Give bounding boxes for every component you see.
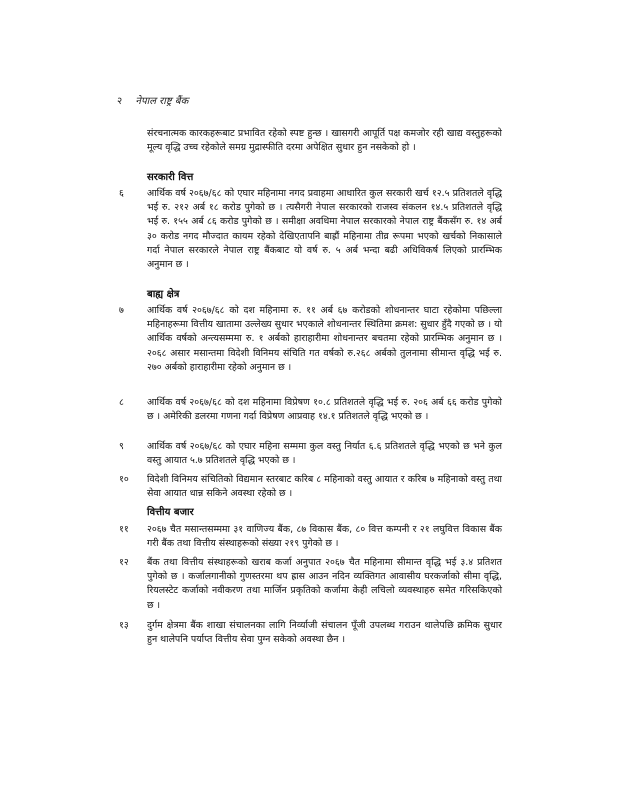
- paragraph-text: बैंक तथा वित्तीय संस्थाहरूको खराब कर्जा अनुपात २०६७ चैत महिनामा सीमान्त वृद्धि भई ३.४ प्रतिशत पुगेको छ । कर्जालगानीको गुणस्तरमा थप ह्रास आउन नदिन व्यक्तिगत आवासीय घरकर्जाको सीमा वृद्धि, रियलस्टेट कर्जाको नवीकरण तथा मार्जिन प्रकृतिको कर्जामा केही लचिलो व्यवस्थाहरु समेत गरिसकिएको छ ।: [147, 557, 502, 611]
- paragraph-13: [147, 619, 502, 647]
- paragraph-text: आर्थिक वर्ष २०६७/६८ को दश महिनामा विप्रेषण १०.८ प्रतिशतले वृद्धि भई रु. २०६ अर्ब ६६ करोड पुगेको छ । अमेरिकी डलरमा गणना गर्दा विप्रेषण आप्रवाह १४.१ प्रतिशतले वृद्धि भएको छ ।: [147, 397, 502, 423]
- page-number: २: [117, 96, 123, 107]
- paragraph-number: ११: [119, 524, 129, 535]
- paragraph-number: ७: [119, 305, 124, 316]
- paragraph-number: ६: [119, 188, 124, 199]
- section-heading-external-sector: बाह्य क्षेत्र: [147, 289, 180, 300]
- paragraph-text: आर्थिक वर्ष २०६७/६८ को दश महिनामा रु. ११ अर्ब ६७ करोडको शोधनान्तर घाटा रहेकोमा पछिल्ला महिनाहरूमा वित्तीय खातामा उल्लेख्य सुधार भएकाले शोधनान्तर स्थितिमा क्रमश: सुधार हुँदै गएको छ । यो आर्थिक वर्षको अन्त्यसम्ममा रु. १ अर्बको हाराहारीमा शोधनान्तर बचतमा रहेको प्रारम्भिक अनुमान छ । २०६८ असार मसान्तमा विदेशी विनिमय संचिति गत वर्षको रु.२६८ अर्बको तुलनामा सीमान्त वृद्धि भई रु. २७० अर्बको हाराहारीमा रहेको अनुमान छ ।: [147, 305, 502, 373]
- paragraph-text: २०६७ चैत मसान्तसम्ममा ३१ वाणिज्य बैंक, ८७ विकास बैंक, ८० वित्त कम्पनी र २१ लघुवित्त विकास बैंक गरी बैंक तथा वित्तीय संस्थाहरूको संख्या २१९ पुगेको छ ।: [147, 524, 502, 550]
- header-title: नेपाल राष्ट्र बैंक: [135, 96, 189, 107]
- paragraph-text: संरचनात्मक कारकहरूबाट प्रभावित रहेको स्पष्ट हुन्छ । खासगरी आपूर्ति पक्ष कमजोर रही खाद्य वस्तुहरूको मूल्य वृद्धि उच्च रहेकोले समग्र मुद्रास्फीति दरमा अपेक्षित सुधार हुन नसकेको हो ।: [147, 128, 502, 154]
- paragraph-text: आर्थिक वर्ष २०६७/६८ को एघार महिनामा नगद प्रवाहमा आधारित कुल सरकारी खर्च १२.५ प्रतिशतले वृद्धि भई रु. २१२ अर्ब १८ करोड पुगेको छ । त्यसैगरी नेपाल सरकारको राजस्व संकलन १४.५ प्रतिशतले वृद्धि भई रु. १५५ अर्ब ८६ करोड पुगेको छ । समीक्षा अवधिमा नेपाल सरकारको नेपाल राष्ट्र बैंकसँग रु. १४ अर्ब ३० करोड नगद मौज्दात कायम रहेको देखिएतापनि बाह्रौं महिनामा तीव्र रूपमा भएको खर्चको निकासाले गर्दा नेपाल सरकारले नेपाल राष्ट्र बैंकबाट यो वर्ष रु. ५ अर्ब भन्दा बढी अधिविकर्ष लिएको प्रारम्भिक अनुमान छ ।: [147, 188, 502, 271]
- paragraph-text: दुर्गम क्षेत्रमा बैंक शाखा संचालनका लागि निर्व्याजी संचालन पूँजी उपलब्ध गराउन थालेपछि क्रमिक सुधार हुन थालेपनि पर्याप्त वित्तीय सेवा पुग्न सकेको अवस्था छैन ।: [147, 620, 502, 646]
- paragraph-number: १२: [119, 557, 129, 568]
- paragraph-7: [147, 304, 502, 375]
- running-header: [117, 93, 188, 107]
- paragraph-number: १३: [119, 620, 129, 631]
- paragraph-number: १०: [119, 474, 129, 485]
- paragraph-11: [147, 523, 502, 551]
- paragraph-12: [147, 556, 502, 613]
- paragraph-10: [147, 473, 502, 501]
- section-heading-government-finance: सरकारी वित्त: [147, 172, 194, 183]
- paragraph-9: [147, 440, 502, 468]
- paragraph-6: [147, 187, 502, 272]
- paragraph-number: ८: [119, 397, 124, 408]
- paragraph-8: [147, 396, 502, 424]
- paragraph-text: आर्थिक वर्ष २०६७/६८ को एघार महिना सम्ममा कुल वस्तु निर्यात ६.६ प्रतिशतले वृद्धि भएको छ भने कुल वस्तु आयात ५.७ प्रतिशतले वृद्धि भएको छ ।: [147, 441, 502, 467]
- section-heading-financial-market: वित्तीय बजार: [147, 507, 194, 518]
- paragraph-text: विदेशी विनिमय संचितिको विद्यमान स्तरबाट करिब ८ महिनाको वस्तु आयात र करिब ७ महिनाको वस्तु तथा सेवा आयात धान्न सकिने अवस्था रहेको छ ।: [147, 474, 502, 500]
- intro-paragraph: [147, 127, 502, 155]
- paragraph-number: ९: [119, 441, 124, 452]
